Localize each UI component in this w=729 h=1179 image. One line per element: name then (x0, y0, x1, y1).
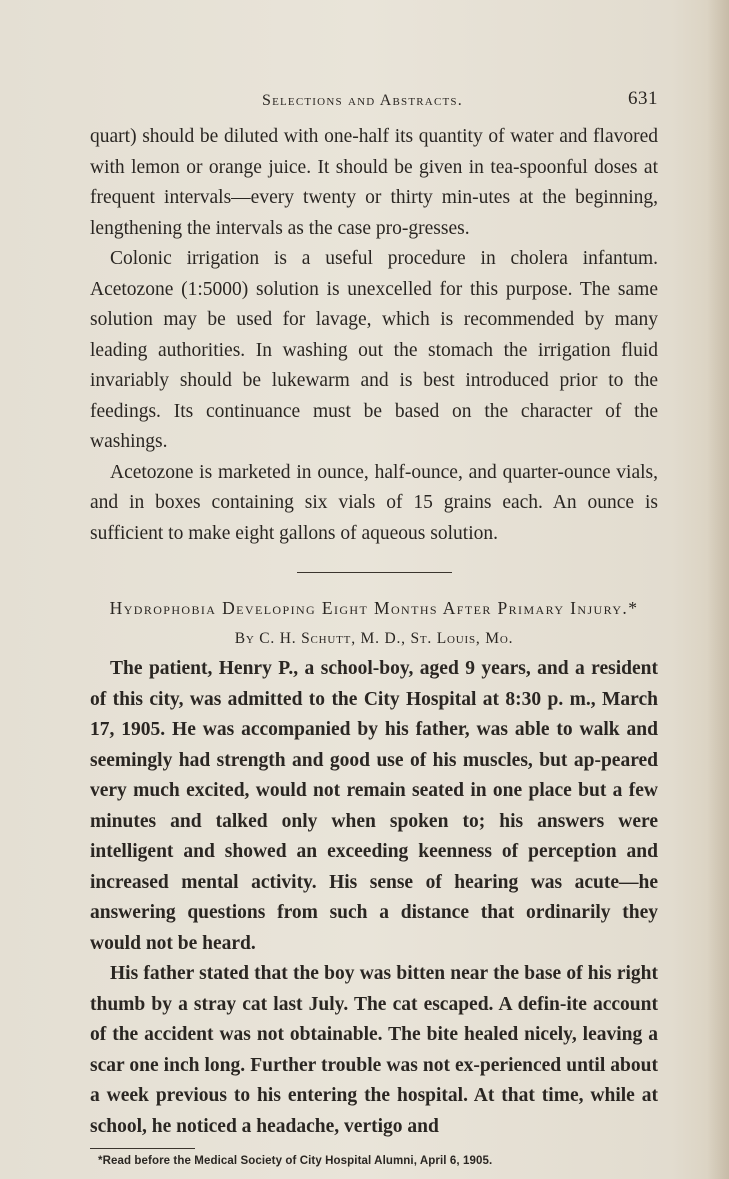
page-edge-shadow (707, 0, 729, 1179)
footnote-divider (90, 1148, 195, 1149)
page-content (90, 88, 658, 1167)
previous-article-text (90, 122, 658, 549)
page-number: 631 (628, 88, 658, 109)
section-divider (297, 572, 452, 573)
paragraph: quart) should be diluted with one-half its quantity of water and flavored with lemon or orange juice. It should be given in tea-spoonful doses at frequent intervals—every twenty or thirty min-utes at the beginning, lengthening the intervals as the case pro-gresses. (90, 126, 658, 239)
paragraph: His father stated that the boy was bitten near the base of his right thumb by a stray cat last July. The cat escaped. A defin-ite account of the accident was not obtainable. The bite healed nicely, leaving a scar one inch long. Further trouble was not ex-perienced until about a week previous to his entering the hospital. At that time, while at school, he noticed a headache, vertigo and (90, 963, 658, 1137)
footnote: *Read before the Medical Society of City Hospital Alumni, April 6, 1905. (98, 1155, 493, 1167)
article-body (90, 654, 658, 1142)
paragraph: Colonic irrigation is a useful procedure in cholera infantum. Acetozone (1:5000) solution is unexcelled for this purpose. The same solution may be used for lavage, which is recommended by many leading authorities. In washing out the stomach the irrigation fluid invariably should be lukewarm and is best introduced prior to the feedings. Its continuance must be based on the character of the washings. (90, 248, 658, 452)
article-byline: By C. H. Schutt, M. D., St. Louis, Mo. (234, 630, 514, 647)
article-title: Hydrophobia Developing Eight Months After Primary Injury.* (109, 598, 639, 618)
running-head-title: Selections and Abstracts. (262, 92, 463, 109)
paragraph: Acetozone is marketed in ounce, half-ounce, and quarter-ounce vials, and in boxes containing six vials of 15 grains each. An ounce is sufficient to make eight gallons of aqueous solution. (90, 461, 658, 544)
running-head (90, 88, 658, 122)
paragraph: The patient, Henry P., a school-boy, aged 9 years, and a resident of this city, was admitted to the City Hospital at 8:30 p. m., March 17, 1905. He was accompanied by his father, was able to walk and seemingly had strength and good use of his muscles, but ap-peared very much excited, would not remain seated in one place but a few minutes and talked only when spoken to; his answers were intelligent and showed an exceeding keenness of perception and increased mental activity. His sense of hearing was acute—he answering questions from such a distance that ordinarily they would not be heard. (90, 658, 658, 954)
